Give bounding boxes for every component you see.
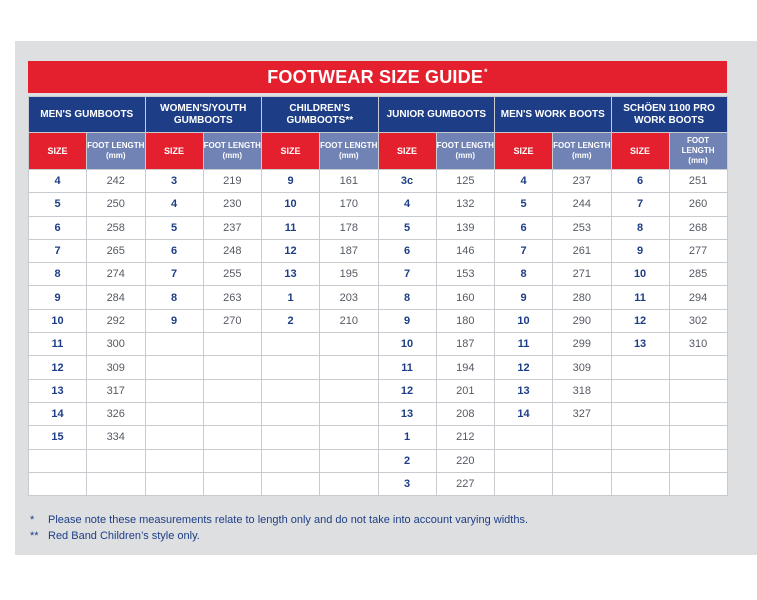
- table-row: [29, 449, 728, 472]
- foot-length-cell: 187: [320, 239, 379, 262]
- size-cell: 3c: [378, 170, 436, 193]
- size-cell: [495, 426, 553, 449]
- size-cell: 14: [29, 402, 87, 425]
- footnotes: [30, 512, 720, 544]
- foot-length-unit: (mm): [222, 151, 243, 160]
- foot-length-cell: [203, 333, 262, 356]
- size-cell: 4: [145, 193, 203, 216]
- size-cell: 11: [495, 333, 553, 356]
- size-cell: 9: [145, 309, 203, 332]
- foot-length-cell: 230: [203, 193, 262, 216]
- foot-length-cell: 146: [436, 239, 495, 262]
- category-header: [378, 97, 495, 133]
- size-cell: 13: [611, 333, 669, 356]
- foot-length-cell: [320, 356, 379, 379]
- footnote: [30, 528, 720, 544]
- foot-length-cell: 260: [669, 193, 727, 216]
- category-name: MEN'S GUMBOOTS: [40, 108, 134, 120]
- size-cell: [262, 426, 320, 449]
- guide-title-bar: [28, 61, 727, 93]
- foot-length-cell: 327: [553, 402, 612, 425]
- table-row: [29, 379, 728, 402]
- size-cell: 9: [495, 286, 553, 309]
- foot-length-cell: 195: [320, 263, 379, 286]
- foot-length-cell: 212: [436, 426, 495, 449]
- size-cell: 12: [29, 356, 87, 379]
- size-cell: 2: [262, 309, 320, 332]
- foot-length-cell: 277: [669, 239, 727, 262]
- category-header: [495, 97, 612, 133]
- size-cell: 8: [611, 216, 669, 239]
- foot-length-cell: 326: [87, 402, 146, 425]
- category-header: [262, 97, 379, 133]
- table-row: [29, 309, 728, 332]
- footnote: [30, 512, 720, 528]
- size-cell: 6: [495, 216, 553, 239]
- size-column-header: SIZE: [262, 133, 320, 170]
- footnote-mark: **: [30, 530, 39, 542]
- foot-length-cell: 265: [87, 239, 146, 262]
- foot-length-cell: [669, 426, 727, 449]
- table-row: [29, 286, 728, 309]
- foot-length-cell: 284: [87, 286, 146, 309]
- size-cell: [495, 472, 553, 495]
- foot-length-cell: [320, 379, 379, 402]
- size-column-header: SIZE: [378, 133, 436, 170]
- table-row: [29, 333, 728, 356]
- foot-length-cell: 261: [553, 239, 612, 262]
- foot-length-column-header: [203, 133, 262, 170]
- size-cell: 11: [262, 216, 320, 239]
- size-column-header: SIZE: [145, 133, 203, 170]
- size-cell: [145, 472, 203, 495]
- size-cell: [611, 426, 669, 449]
- size-cell: [29, 472, 87, 495]
- foot-length-cell: 258: [87, 216, 146, 239]
- category-name-line-2: GUMBOOTS: [173, 114, 233, 126]
- size-cell: [145, 333, 203, 356]
- foot-length-cell: [87, 449, 146, 472]
- size-cell: 10: [495, 309, 553, 332]
- size-cell: [145, 402, 203, 425]
- size-cell: 7: [29, 239, 87, 262]
- foot-length-cell: [203, 426, 262, 449]
- foot-length-cell: [320, 402, 379, 425]
- foot-length-cell: [553, 449, 612, 472]
- foot-length-cell: 292: [87, 309, 146, 332]
- size-column-header: SIZE: [29, 133, 87, 170]
- category-name: SCHÖEN 1100 PRO: [623, 102, 715, 114]
- foot-length-cell: [320, 426, 379, 449]
- table-row: [29, 263, 728, 286]
- foot-length-label: FOOT LENGTH: [681, 136, 715, 155]
- foot-length-cell: [669, 449, 727, 472]
- size-cell: 13: [378, 402, 436, 425]
- foot-length-cell: [553, 472, 612, 495]
- size-cell: [611, 472, 669, 495]
- category-name: CHILDREN'S GUMBOOTS**: [286, 102, 354, 126]
- table-row: [29, 239, 728, 262]
- size-cell: 11: [611, 286, 669, 309]
- size-cell: 1: [262, 286, 320, 309]
- foot-length-cell: 132: [436, 193, 495, 216]
- size-cell: 7: [145, 263, 203, 286]
- size-cell: [262, 472, 320, 495]
- foot-length-cell: [320, 333, 379, 356]
- foot-length-cell: 270: [203, 309, 262, 332]
- size-cell: 6: [145, 239, 203, 262]
- foot-length-cell: 280: [553, 286, 612, 309]
- size-cell: [611, 356, 669, 379]
- foot-length-cell: 227: [436, 472, 495, 495]
- size-cell: 12: [611, 309, 669, 332]
- size-cell: [262, 449, 320, 472]
- size-cell: [29, 449, 87, 472]
- size-cell: 7: [378, 263, 436, 286]
- size-cell: 11: [378, 356, 436, 379]
- size-cell: 3: [378, 472, 436, 495]
- size-cell: 13: [495, 379, 553, 402]
- size-cell: 13: [29, 379, 87, 402]
- foot-length-cell: 302: [669, 309, 727, 332]
- foot-length-label: FOOT LENGTH: [320, 141, 378, 150]
- foot-length-cell: 255: [203, 263, 262, 286]
- title-footnote-mark: *: [484, 67, 488, 77]
- size-cell: [262, 333, 320, 356]
- size-rows: [29, 170, 728, 496]
- foot-length-cell: 237: [553, 170, 612, 193]
- foot-length-unit: (mm): [572, 151, 592, 160]
- category-header-row: [29, 97, 728, 133]
- category-header: [29, 97, 146, 133]
- size-cell: 10: [378, 333, 436, 356]
- foot-length-cell: [320, 449, 379, 472]
- size-cell: 9: [29, 286, 87, 309]
- foot-length-cell: 139: [436, 216, 495, 239]
- table-row: [29, 216, 728, 239]
- foot-length-cell: [203, 449, 262, 472]
- foot-length-cell: 220: [436, 449, 495, 472]
- size-cell: [145, 426, 203, 449]
- foot-length-cell: 187: [436, 333, 495, 356]
- size-cell: 1: [378, 426, 436, 449]
- foot-length-cell: [669, 402, 727, 425]
- size-cell: 10: [611, 263, 669, 286]
- size-cell: 14: [495, 402, 553, 425]
- foot-length-unit: (mm): [338, 151, 359, 160]
- size-cell: 12: [262, 239, 320, 262]
- foot-length-cell: 309: [553, 356, 612, 379]
- foot-length-cell: 160: [436, 286, 495, 309]
- size-cell: 8: [29, 263, 87, 286]
- foot-length-cell: 310: [669, 333, 727, 356]
- size-cell: [611, 402, 669, 425]
- foot-length-cell: 251: [669, 170, 727, 193]
- table-row: [29, 170, 728, 193]
- foot-length-cell: 274: [87, 263, 146, 286]
- size-cell: 5: [145, 216, 203, 239]
- foot-length-cell: 294: [669, 286, 727, 309]
- size-cell: 9: [378, 309, 436, 332]
- foot-length-cell: 203: [320, 286, 379, 309]
- foot-length-cell: 299: [553, 333, 612, 356]
- size-cell: 4: [29, 170, 87, 193]
- foot-length-cell: 271: [553, 263, 612, 286]
- foot-length-label: FOOT LENGTH: [87, 141, 145, 150]
- table-row: [29, 356, 728, 379]
- size-column-header: SIZE: [611, 133, 669, 170]
- foot-length-cell: 285: [669, 263, 727, 286]
- category-name: JUNIOR GUMBOOTS: [386, 108, 487, 120]
- foot-length-cell: [203, 402, 262, 425]
- foot-length-cell: [203, 472, 262, 495]
- size-cell: [145, 379, 203, 402]
- size-cell: 10: [29, 309, 87, 332]
- size-cell: 11: [29, 333, 87, 356]
- table-row: [29, 193, 728, 216]
- footnote-mark: *: [30, 514, 35, 526]
- category-name: MEN'S WORK BOOTS: [500, 108, 605, 120]
- size-cell: [495, 449, 553, 472]
- foot-length-column-header: [669, 133, 727, 170]
- size-cell: 15: [29, 426, 87, 449]
- size-cell: [262, 356, 320, 379]
- foot-length-unit: (mm): [105, 151, 126, 160]
- foot-length-cell: 161: [320, 170, 379, 193]
- size-cell: [145, 356, 203, 379]
- guide-title: FOOTWEAR SIZE GUIDE: [267, 66, 484, 87]
- table-row: [29, 426, 728, 449]
- size-cell: [611, 379, 669, 402]
- foot-length-label: FOOT LENGTH: [436, 141, 494, 150]
- size-cell: [145, 449, 203, 472]
- foot-length-cell: 194: [436, 356, 495, 379]
- foot-length-cell: [669, 379, 727, 402]
- size-cell: 12: [378, 379, 436, 402]
- category-header: [145, 97, 262, 133]
- category-name-line-2: WORK BOOTS: [634, 114, 705, 126]
- size-cell: [262, 402, 320, 425]
- foot-length-cell: 248: [203, 239, 262, 262]
- foot-length-column-header: [436, 133, 495, 170]
- size-cell: 7: [611, 193, 669, 216]
- foot-length-cell: 263: [203, 286, 262, 309]
- size-cell: 7: [495, 239, 553, 262]
- size-cell: [611, 449, 669, 472]
- table-row: [29, 402, 728, 425]
- foot-length-unit: (mm): [688, 156, 708, 165]
- size-cell: 9: [611, 239, 669, 262]
- foot-length-cell: [203, 356, 262, 379]
- table-row: [29, 472, 728, 495]
- foot-length-cell: 219: [203, 170, 262, 193]
- footnote-text: Please note these measurements relate to length only and do not take into account varying widths.: [48, 514, 529, 526]
- foot-length-cell: 318: [553, 379, 612, 402]
- size-cell: 5: [378, 216, 436, 239]
- foot-length-label: FOOT LENGTH: [203, 141, 261, 150]
- foot-length-cell: 178: [320, 216, 379, 239]
- foot-length-cell: [87, 472, 146, 495]
- size-cell: 8: [378, 286, 436, 309]
- foot-length-label: FOOT LENGTH: [553, 141, 611, 150]
- foot-length-cell: 201: [436, 379, 495, 402]
- foot-length-cell: 180: [436, 309, 495, 332]
- size-cell: 3: [145, 170, 203, 193]
- foot-length-cell: 170: [320, 193, 379, 216]
- size-cell: 9: [262, 170, 320, 193]
- foot-length-column-header: [553, 133, 612, 170]
- foot-length-cell: 253: [553, 216, 612, 239]
- foot-length-cell: 125: [436, 170, 495, 193]
- foot-length-cell: [320, 472, 379, 495]
- foot-length-cell: 210: [320, 309, 379, 332]
- size-cell: 10: [262, 193, 320, 216]
- category-header: [611, 97, 727, 133]
- column-header-row: [29, 133, 728, 170]
- size-cell: 12: [495, 356, 553, 379]
- foot-length-cell: [669, 472, 727, 495]
- size-cell: 8: [495, 263, 553, 286]
- foot-length-column-header: [320, 133, 379, 170]
- foot-length-cell: 268: [669, 216, 727, 239]
- foot-length-cell: 309: [87, 356, 146, 379]
- foot-length-cell: 237: [203, 216, 262, 239]
- size-cell: 5: [29, 193, 87, 216]
- foot-length-cell: 250: [87, 193, 146, 216]
- foot-length-cell: 290: [553, 309, 612, 332]
- size-cell: 4: [378, 193, 436, 216]
- foot-length-cell: 317: [87, 379, 146, 402]
- size-column-header: SIZE: [495, 133, 553, 170]
- size-cell: 6: [611, 170, 669, 193]
- size-cell: 8: [145, 286, 203, 309]
- foot-length-cell: 300: [87, 333, 146, 356]
- size-cell: 13: [262, 263, 320, 286]
- foot-length-cell: 244: [553, 193, 612, 216]
- foot-length-cell: [669, 356, 727, 379]
- size-cell: 6: [29, 216, 87, 239]
- size-cell: 4: [495, 170, 553, 193]
- foot-length-cell: 242: [87, 170, 146, 193]
- foot-length-cell: 208: [436, 402, 495, 425]
- size-cell: 5: [495, 193, 553, 216]
- foot-length-cell: 334: [87, 426, 146, 449]
- foot-length-cell: 153: [436, 263, 495, 286]
- size-cell: 6: [378, 239, 436, 262]
- category-name: WOMEN'S/YOUTH: [160, 102, 247, 114]
- foot-length-cell: [553, 426, 612, 449]
- size-guide-table: [28, 96, 728, 496]
- size-cell: 2: [378, 449, 436, 472]
- footnote-text: Red Band Children’s style only.: [48, 530, 200, 542]
- size-cell: [262, 379, 320, 402]
- foot-length-cell: [203, 379, 262, 402]
- foot-length-column-header: [87, 133, 146, 170]
- foot-length-unit: (mm): [455, 151, 476, 160]
